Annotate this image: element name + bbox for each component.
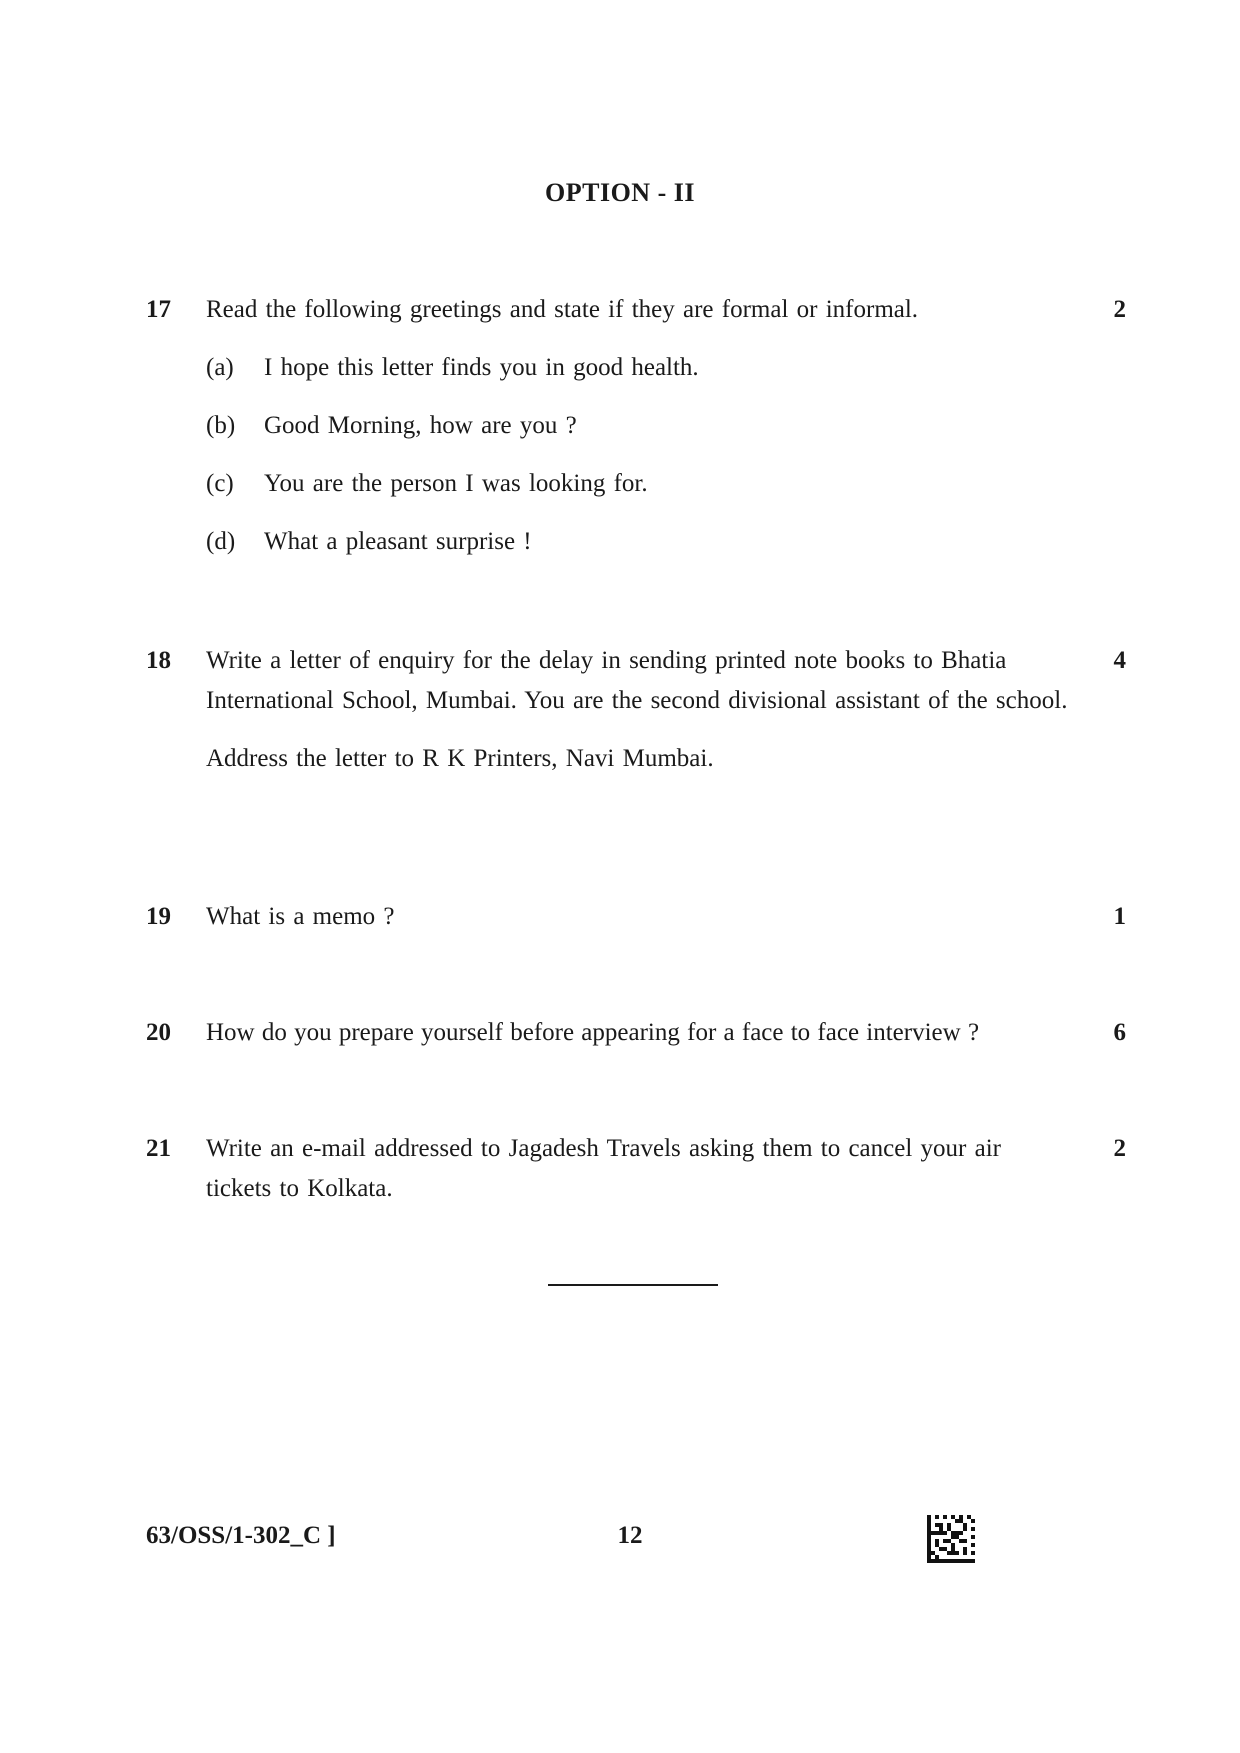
- end-rule: [548, 1284, 718, 1286]
- question-marks: 6: [1113, 1019, 1126, 1046]
- question-text: What is a memo ?: [206, 903, 395, 930]
- sub-item-label: (d): [206, 528, 236, 555]
- datamatrix-code-icon: [927, 1515, 975, 1563]
- question-marks: 1: [1113, 903, 1126, 930]
- sub-item-label: (b): [206, 412, 236, 439]
- question-number: 19: [146, 903, 171, 930]
- question-text: Read the following greetings and state if they are formal or informal.: [206, 296, 919, 323]
- question-text: How do you prepare yourself before appearing for a face to face interview ?: [206, 1019, 980, 1046]
- question-body: [206, 1013, 1096, 1053]
- sub-item-label: (a): [206, 354, 234, 381]
- question-body: [206, 897, 1076, 937]
- sub-item-d: [206, 522, 1076, 562]
- sub-item-label: (c): [206, 470, 234, 497]
- page-number: 12: [617, 1522, 643, 1549]
- sub-item-text: What a pleasant surprise !: [264, 528, 532, 555]
- sub-item-text: I hope this letter finds you in good health.: [264, 354, 699, 381]
- sub-item-text: Good Morning, how are you ?: [264, 412, 577, 439]
- question-body: [206, 290, 1076, 562]
- question-number: 18: [146, 647, 171, 674]
- question-marks: 2: [1113, 296, 1126, 323]
- sub-item-c: [206, 464, 1076, 504]
- question-marks: 2: [1113, 1135, 1126, 1162]
- question-19: [146, 897, 1126, 937]
- sub-item-text: You are the person I was looking for.: [264, 470, 648, 497]
- question-number: 20: [146, 1019, 171, 1046]
- question-18: [146, 641, 1126, 821]
- paper-code: 63/OSS/1-302_C ]: [146, 1522, 336, 1549]
- question-instruction: Address the letter to R K Printers, Navi Mumbai.: [206, 745, 714, 772]
- section-heading: OPTION - II: [545, 178, 695, 207]
- question-20: [146, 1013, 1126, 1053]
- question-marks: 4: [1113, 647, 1126, 674]
- question-body: [206, 1129, 1066, 1209]
- question-21: [146, 1129, 1126, 1209]
- sub-item-b: [206, 406, 1076, 446]
- question-number: 21: [146, 1135, 171, 1162]
- question-number: 17: [146, 296, 171, 323]
- question-17: [146, 290, 1126, 560]
- question-text: Write an e-mail addressed to Jagadesh Travels asking them to cancel your air tickets to Kolkata.: [206, 1135, 1001, 1202]
- sub-item-a: [206, 348, 1076, 388]
- question-text: Write a letter of enquiry for the delay in sending printed note books to Bhatia International School, Mumbai. You are the second divisional assistant of the school.: [206, 647, 1068, 714]
- question-body: [206, 641, 1086, 779]
